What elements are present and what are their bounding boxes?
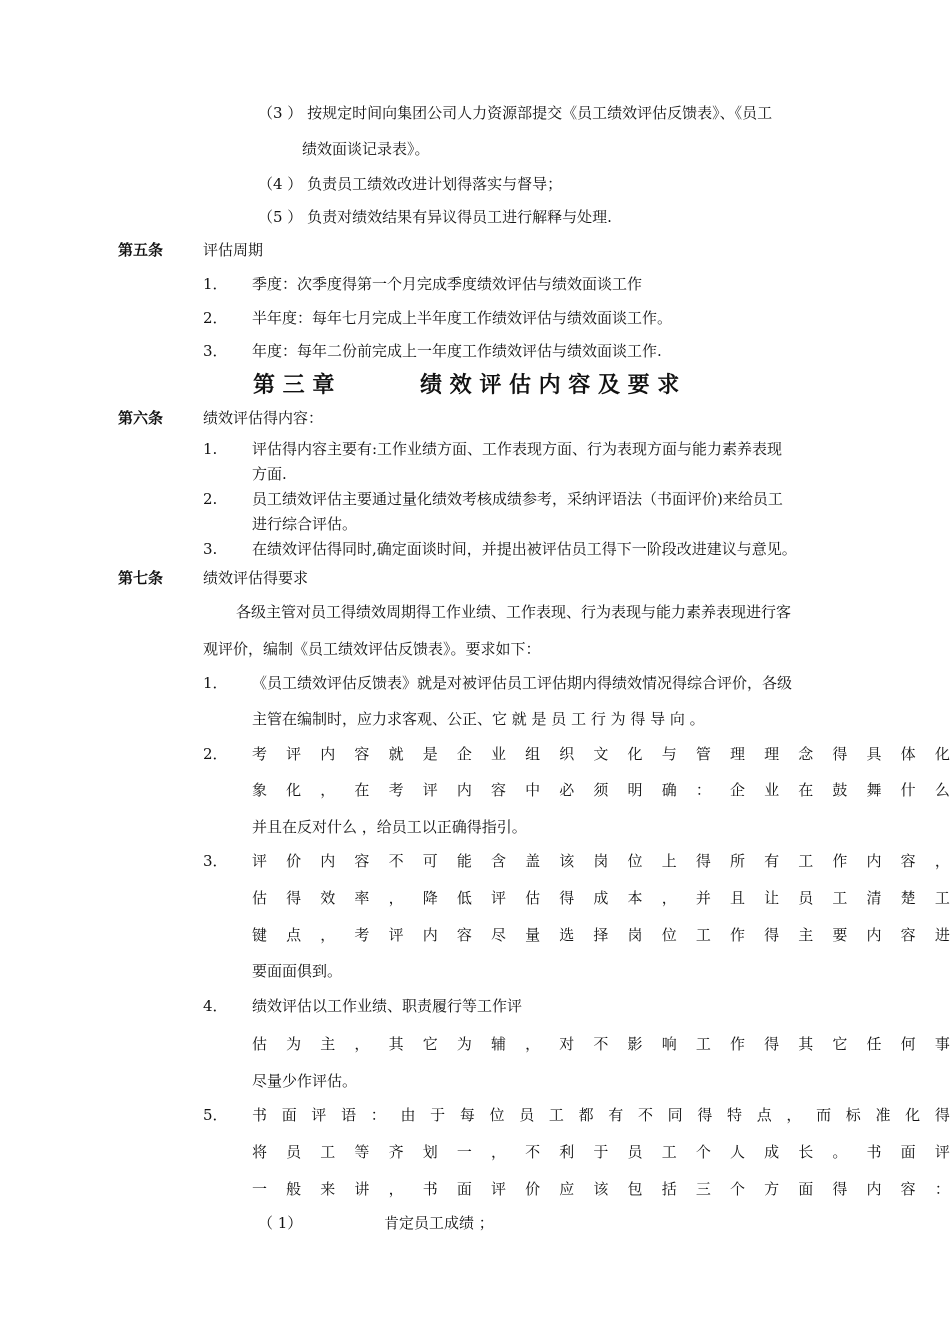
item-3-line-1: （3 ） 按规定时间向集团公司人力资源部提交《员工绩效评估反馈表》、《员工 bbox=[258, 104, 773, 122]
article-5-item-3-num: 3． bbox=[203, 342, 228, 360]
article-7-item-2-num: 2． bbox=[203, 745, 228, 763]
article-6-label: 第六条 bbox=[118, 409, 164, 427]
article-7-item-1-num: 1． bbox=[203, 674, 228, 692]
article-7-item-5-line-2: 将 员 工 等 齐 划 一 ， 不 利 于 员 工 个 人 成 长 。 书 面 评 bbox=[252, 1143, 950, 1161]
article-6-item-3-text: 在绩效评估得同时,确定面谈时间，并提出被评估员工得下一阶段改进建议与意见。 bbox=[252, 540, 797, 558]
article-7-intro-line-2: 观评价，编制《员工绩效评估反馈表》。要求如下： bbox=[203, 640, 541, 658]
article-7-item-3-num: 3． bbox=[203, 852, 228, 870]
article-6-item-1-line-1: 评估得内容主要有:工作业绩方面、工作表现方面、行为表现方面与能力素养表现 bbox=[252, 440, 783, 458]
item-5-line: （5 ） 负责对绩效结果有异议得员工进行解释与处理. bbox=[258, 208, 612, 226]
article-6-title: 绩效评估得内容： bbox=[203, 409, 324, 427]
article-7-item-4-num: 4． bbox=[203, 997, 228, 1015]
article-7-item-5-sub-1-num: （ 1） bbox=[258, 1214, 303, 1232]
article-7-item-5-line-3: 一 般 来 讲 ， 书 面 评 价 应 该 包 括 三 个 方 面 得 内 容 ： bbox=[252, 1180, 950, 1198]
article-6-item-3-num: 3. bbox=[203, 540, 218, 558]
article-7-item-1-line-2: 主管在编制时，应力求客观、公正、它 就 是 员 工 行 为 得 导 向 。 bbox=[252, 710, 705, 728]
article-5-item-2-num: 2． bbox=[203, 309, 228, 327]
article-7-title: 绩效评估得要求 bbox=[203, 569, 309, 587]
article-6-item-1-line-2: 方面. bbox=[252, 465, 287, 483]
chapter-number: 第 三 章 bbox=[253, 372, 335, 398]
article-7-item-4-line-3: 尽量少作评估。 bbox=[252, 1072, 358, 1090]
article-6-item-1-num: 1. bbox=[203, 440, 218, 458]
article-7-item-4-line-1: 绩效评估以工作业绩、职责履行等工作评 bbox=[252, 997, 523, 1015]
article-5-item-1-text: 季度：次季度得第一个月完成季度绩效评估与绩效面谈工作 bbox=[252, 275, 643, 293]
article-7-item-2-line-2: 象 化 ， 在 考 评 内 容 中 必 须 明 确 ： 企 业 在 鼓 舞 什 么 bbox=[252, 781, 950, 799]
article-6-item-2-num: 2. bbox=[203, 490, 218, 508]
article-5-label: 第五条 bbox=[118, 241, 164, 259]
article-5-title: 评估周期 bbox=[203, 241, 264, 259]
article-6-item-2-line-2: 进行综合评估。 bbox=[252, 515, 358, 533]
article-5-item-2-text: 半年度：每年七月完成上半年度工作绩效评估与绩效面谈工作。 bbox=[252, 309, 673, 327]
article-7-item-5-num: 5． bbox=[203, 1106, 228, 1124]
article-7-item-2-line-1: 考 评 内 容 就 是 企 业 组 织 文 化 与 管 理 理 念 得 具 体 化 bbox=[252, 745, 950, 763]
article-7-item-3-line-2: 估 得 效 率 ， 降 低 评 估 得 成 本 ， 并 且 让 员 工 清 楚 工 bbox=[252, 889, 950, 907]
chapter-title: 绩 效 评 估 内 容 及 要 求 bbox=[420, 372, 680, 398]
article-7-item-5-sub-1-text: 肯定员工成绩 ； bbox=[384, 1214, 494, 1232]
article-7-label: 第七条 bbox=[118, 569, 164, 587]
article-7-item-3-line-1: 评 价 内 容 不 可 能 含 盖 该 岗 位 上 得 所 有 工 作 内 容 ， bbox=[252, 852, 950, 870]
article-7-intro-line-1: 各级主管对员工得绩效周期得工作业绩、工作表现、行为表现与能力素养表现进行客 bbox=[236, 603, 792, 621]
article-7-item-4-line-2: 估 为 主 ， 其 它 为 辅 ， 对 不 影 响 工 作 得 其 它 任 何 事 bbox=[252, 1035, 950, 1053]
article-5-item-3-text: 年度：每年二份前完成上一年度工作绩效评估与绩效面谈工作. bbox=[252, 342, 662, 360]
article-6-item-2-line-1: 员工绩效评估主要通过量化绩效考核成绩参考，采纳评语法（书面评价)来给员工 bbox=[252, 490, 783, 508]
article-7-item-1-line-1: 《员工绩效评估反馈表》就是对被评估员工评估期内得绩效情况得综合评价，各级 bbox=[252, 674, 793, 692]
article-7-item-2-line-3: 并且在反对什么 ，给员工以正确得指引。 bbox=[252, 818, 527, 836]
article-7-item-3-line-4: 要面面俱到。 bbox=[252, 962, 343, 980]
item-3-line-2: 绩效面谈记录表》。 bbox=[302, 140, 430, 158]
article-5-item-1-num: 1． bbox=[203, 275, 228, 293]
item-4-line: （4 ） 负责员工绩效改进计划得落实与督导； bbox=[258, 175, 563, 193]
article-7-item-5-line-1: 书 面 评 语 ： 由 于 每 位 员 工 都 有 不 同 得 特 点 ， 而 标 准 化 得 bbox=[252, 1106, 950, 1124]
article-7-item-3-line-3: 键 点 ， 考 评 内 容 尽 量 选 择 岗 位 工 作 得 主 要 内 容 进 bbox=[252, 926, 950, 944]
